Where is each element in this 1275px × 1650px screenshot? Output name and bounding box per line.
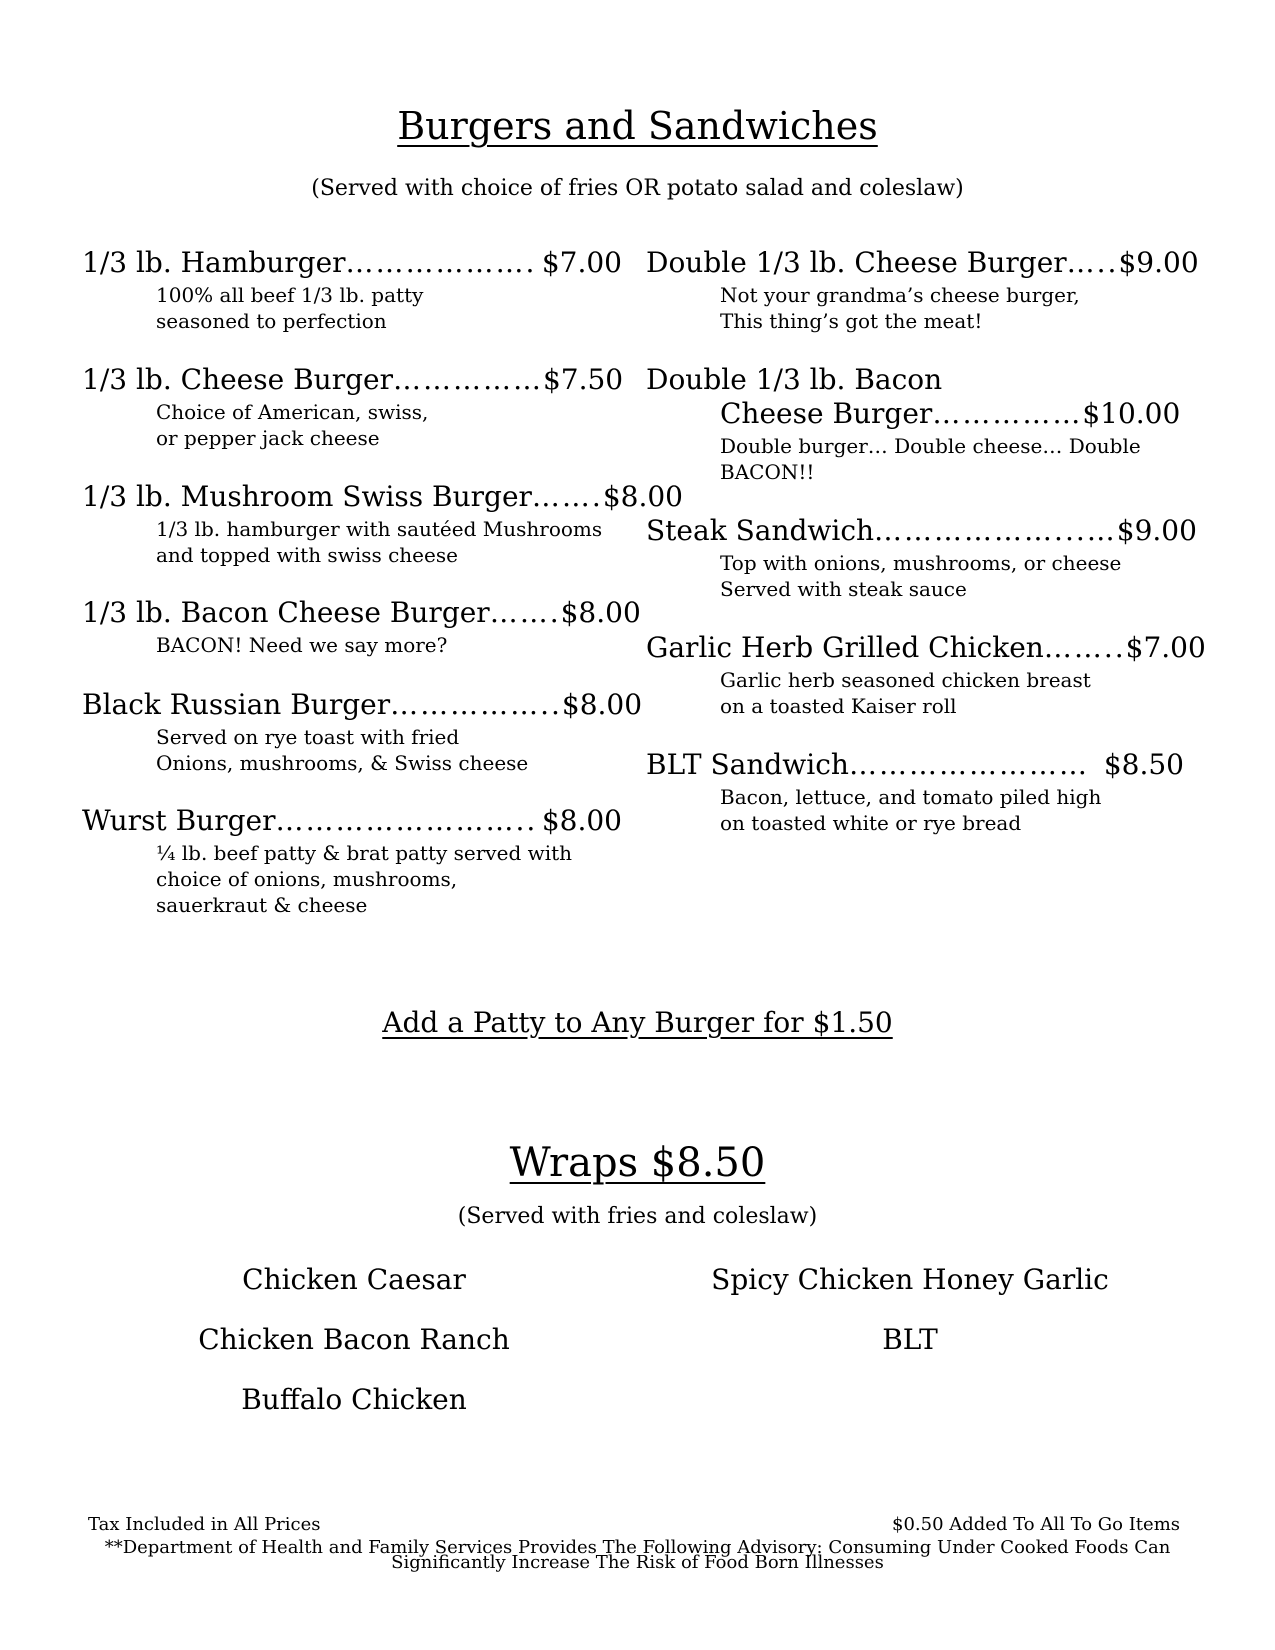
item-leader: ……………………: [848, 748, 1089, 781]
item-name-line2: Cheese Burger: [720, 397, 933, 430]
wrap-item: BLT: [882, 1323, 938, 1356]
wraps-title: Wraps $8.50: [509, 1140, 766, 1186]
to-go-note: $0.50 Added To All To Go Items: [892, 1514, 1180, 1535]
item-description: BACON! Need we say more?: [156, 633, 448, 657]
page-subtitle: (Served with choice of fries OR potato salad and coleslaw): [311, 176, 964, 201]
item-name: BLT Sandwich: [646, 748, 849, 781]
item-leader: …….: [489, 596, 561, 629]
advisory-line: Significantly Increase The Risk of Food Born Illnesses: [391, 1552, 884, 1573]
item-description: Top with onions, mushrooms, or cheese Served with steak sauce: [720, 551, 1122, 601]
patty-note: Add a Patty to Any Burger for $1.50: [382, 1006, 893, 1039]
item-name: Steak Sandwich: [646, 514, 875, 547]
item-price: $7.00: [541, 246, 622, 279]
menu-item: [646, 246, 1199, 334]
tax-note: Tax Included in All Prices: [88, 1514, 321, 1535]
item-name: 1/3 lb. Cheese Burger: [82, 363, 393, 396]
item-name: 1/3 lb. Hamburger: [82, 246, 346, 279]
wrap-item: Buffalo Chicken: [241, 1383, 467, 1416]
menu-item: [82, 688, 643, 776]
item-leader: ……………: [392, 363, 543, 396]
wrap-item: Chicken Bacon Ranch: [198, 1323, 510, 1356]
item-price: $9.00: [1118, 246, 1199, 279]
menu-item: [82, 246, 622, 334]
item-description: 100% all beef 1/3 lb. patty seasoned to perfection: [156, 283, 424, 333]
item-description: Choice of American, swiss, or pepper jack cheese: [156, 400, 429, 450]
wraps-list-left: [180, 1262, 528, 1442]
page-title: Burgers and Sandwiches: [397, 104, 878, 148]
item-leader: ……………….: [345, 246, 537, 279]
item-leader: …….: [531, 480, 603, 513]
item-leader: ……………: [932, 397, 1083, 430]
item-name: Double 1/3 lb. Bacon: [646, 363, 943, 396]
wrap-item: Chicken Caesar: [242, 1263, 466, 1296]
menu-item: [646, 514, 1197, 602]
item-name: 1/3 lb. Mushroom Swiss Burger: [82, 480, 532, 513]
item-leader: …..: [1066, 246, 1119, 279]
menu-item: [82, 804, 622, 918]
item-price: $8.00: [560, 596, 641, 629]
item-price: $7.00: [1125, 631, 1206, 664]
item-leader: ……..: [1043, 631, 1126, 664]
item-name: Black Russian Burger: [82, 688, 391, 721]
item-price: $10.00: [1082, 397, 1181, 430]
item-name: 1/3 lb. Bacon Cheese Burger: [82, 596, 490, 629]
item-price: $8.00: [602, 480, 683, 513]
menu-item: [82, 596, 641, 658]
item-description: Served on rye toast with fried Onions, mushrooms, & Swiss cheese: [156, 725, 529, 775]
wrap-item: Spicy Chicken Honey Garlic: [711, 1263, 1109, 1296]
item-leader: ……………………..: [275, 804, 538, 837]
item-price: $8.00: [561, 688, 643, 721]
item-price: $8.50: [1103, 748, 1184, 781]
item-price: $7.50: [542, 363, 624, 396]
advisory-line: **Department of Health and Family Services Provides The Following Advisory: Consuming Under Cooked Foods Can: [104, 1537, 1171, 1558]
menu-item: [82, 480, 683, 568]
item-name: Wurst Burger: [82, 804, 276, 837]
item-description: 1/3 lb. hamburger with sautéed Mushrooms and topped with swiss cheese: [156, 517, 603, 567]
menu-item: [646, 748, 1184, 836]
item-leader: ………………...…: [874, 514, 1117, 547]
item-description: ¼ lb. beef patty & brat patty served with choice of onions, mushrooms, sauerkraut & cheese: [156, 841, 573, 917]
menu-item: [646, 363, 1181, 485]
item-leader: ……………..: [390, 688, 562, 721]
wraps-list-right: [700, 1262, 1120, 1382]
item-price: $9.00: [1116, 514, 1197, 547]
item-price: $8.00: [541, 804, 622, 837]
item-description: Double burger… Double cheese… Double BACON!!: [720, 434, 1141, 484]
item-description: Garlic herb seasoned chicken breast on a toasted Kaiser roll: [720, 668, 1091, 718]
wraps-subtitle: (Served with fries and coleslaw): [457, 1204, 818, 1229]
menu-item: [82, 363, 624, 451]
health-advisory: [80, 1537, 1195, 1573]
menu-item: [646, 631, 1206, 719]
item-name: Double 1/3 lb. Cheese Burger: [646, 246, 1067, 279]
item-description: Bacon, lettuce, and tomato piled high on toasted white or rye bread: [720, 785, 1102, 835]
item-description: Not your grandma’s cheese burger, This thing’s got the meat!: [720, 283, 1080, 333]
item-name: Garlic Herb Grilled Chicken: [646, 631, 1044, 664]
